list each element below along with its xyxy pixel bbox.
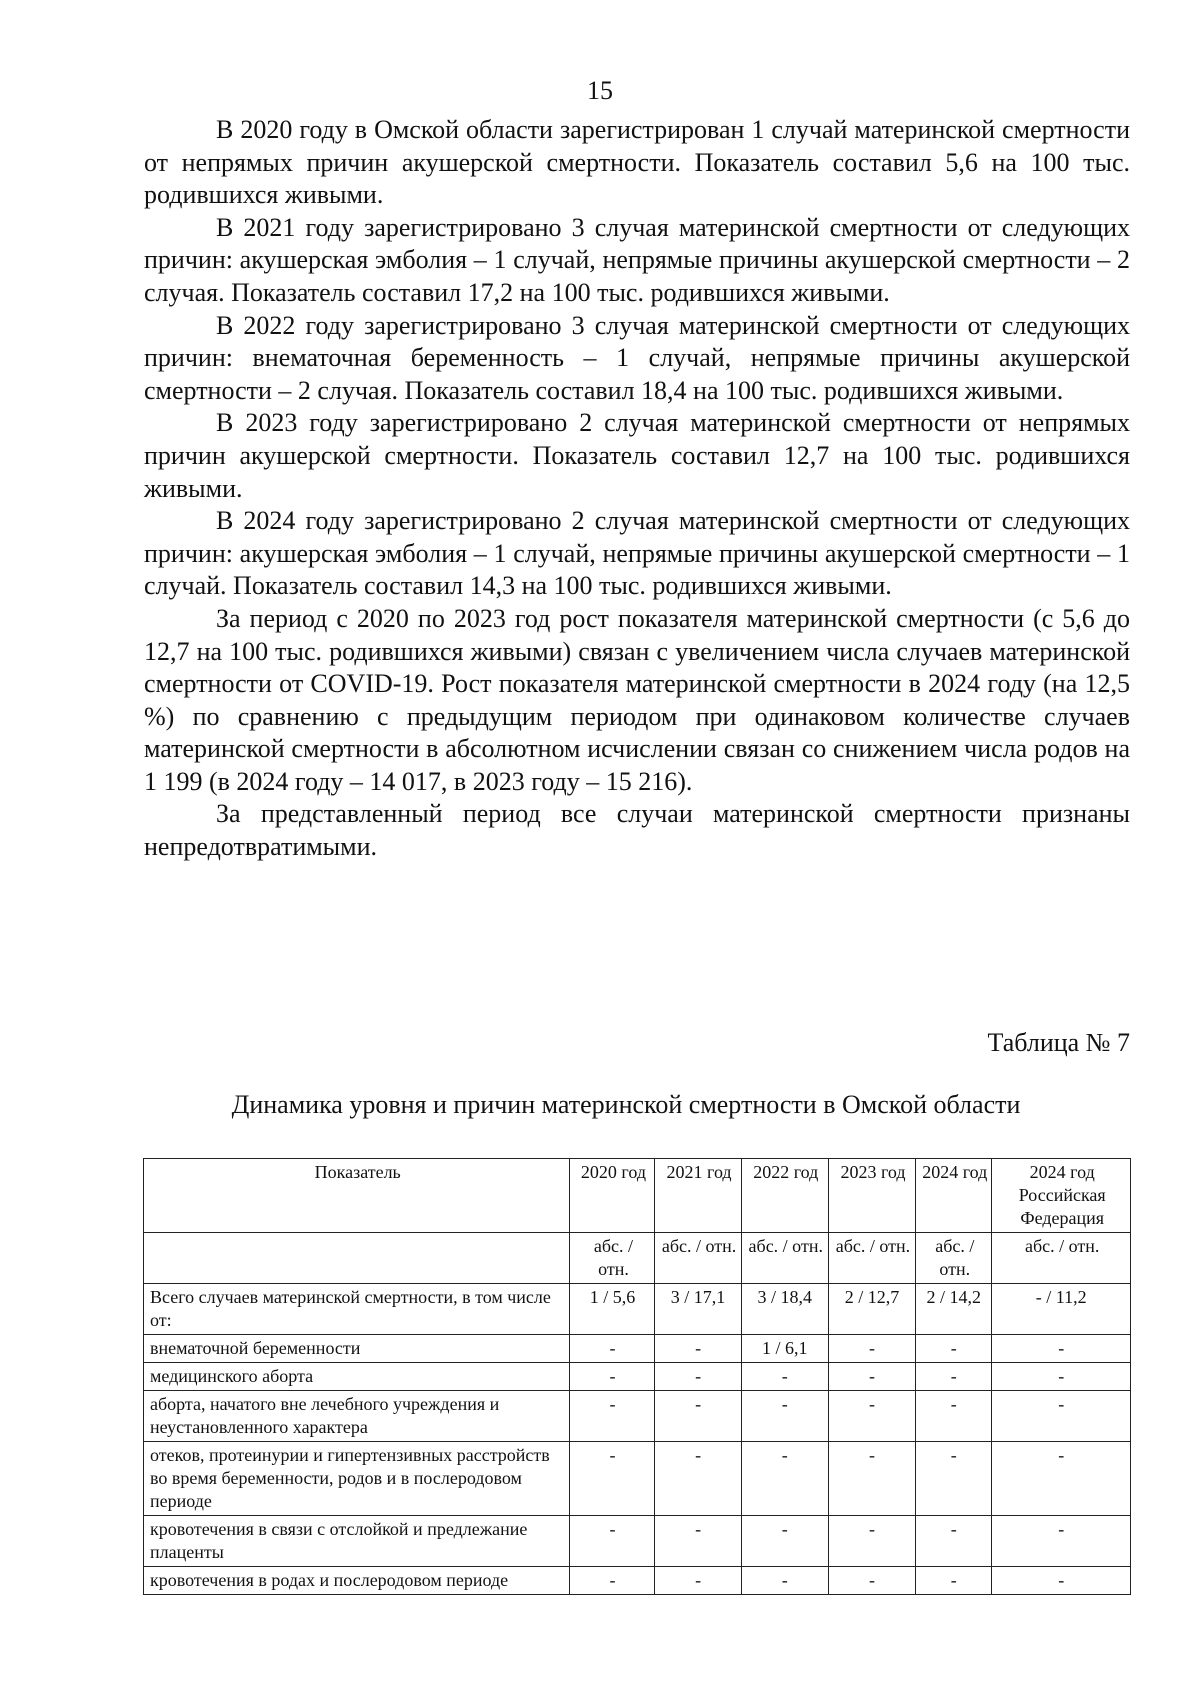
cell-value: - (828, 1516, 915, 1567)
table-row (144, 1391, 1131, 1442)
cell-value: - (828, 1363, 915, 1391)
table-row (144, 1363, 1131, 1391)
units-rf: абс. / отн. (992, 1233, 1131, 1284)
paragraph-2024: В 2024 году зарегистрировано 2 случая материнской смертности от следующих причин: акушерская эмболия – 1 случай, непрямые причины акушерской смертности – 1 случай. Показатель составил 14,3 на 100 тыс. родившихся живыми. (144, 506, 1130, 601)
table-title: Динамика уровня и причин материнской смертности в Омской области (231, 1090, 1021, 1119)
cell-value: - (828, 1442, 915, 1516)
row-label: кровотечения в родах и послеродовом периоде (144, 1567, 570, 1595)
cell-value: - (992, 1363, 1131, 1391)
cell-value: - (916, 1363, 992, 1391)
cell-value: - (570, 1442, 655, 1516)
row-label: отеков, протеинурии и гипертензивных расстройств во время беременности, родов и в послеродовом периоде (144, 1442, 570, 1516)
body-text (144, 114, 1130, 864)
cell-value: 2 / 14,2 (916, 1284, 992, 1335)
cell-value: 3 / 18,4 (741, 1284, 828, 1335)
table-row (144, 1567, 1131, 1595)
maternal-mortality-table (143, 1158, 1131, 1595)
cell-value: - (828, 1567, 915, 1595)
paragraph-trend: За период с 2020 по 2023 год рост показателя материнской смертности (с 5,6 до 12,7 на 100 тыс. родившихся живыми) связан с увеличением числа случаев материнской смертности от COVID-19. Рост показателя материнской смертности в 2024 году (на 12,5 %) по сравнению с предыдущим периодом при одинаковом количестве случаев материнской смертности в абсолютном исчислении связан со снижением числа родов на 1 199 (в 2024 году – 14 017, в 2023 году – 15 216). (144, 603, 1130, 796)
cell-value: - (655, 1516, 741, 1567)
row-label: Всего случаев материнской смертности, в том числе от: (144, 1284, 570, 1335)
cell-value: - (741, 1391, 828, 1442)
units-2022: абс. / отн. (741, 1233, 828, 1284)
paragraph-2021: В 2021 году зарегистрировано 3 случая материнской смертности от следующих причин: акушерская эмболия – 1 случай, непрямые причины акушерской смертности – 2 случая. Показатель составил 17,2 на 100 тыс. родившихся живыми. (144, 212, 1130, 307)
table-row (144, 1335, 1131, 1363)
header-year-2020: 2020 год (570, 1159, 655, 1233)
row-label: кровотечения в связи с отслойкой и предлежание плаценты (144, 1516, 570, 1567)
cell-value: - (570, 1567, 655, 1595)
paragraph-conclusion: За представленный период все случаи материнской смертности признаны непредотвратимыми. (144, 799, 1130, 862)
header-russian-federation: 2024 год Российская Федерация (992, 1159, 1131, 1233)
row-label: аборта, начатого вне лечебного учреждения и неустановленного характера (144, 1391, 570, 1442)
cell-value: - (570, 1391, 655, 1442)
cell-value: - (828, 1335, 915, 1363)
units-2021: абс. / отн. (655, 1233, 741, 1284)
units-2024: абс. / отн. (916, 1233, 992, 1284)
cell-value: 1 / 5,6 (570, 1284, 655, 1335)
cell-value: - (741, 1363, 828, 1391)
cell-value: - (992, 1442, 1131, 1516)
cell-value: 2 / 12,7 (828, 1284, 915, 1335)
cell-value: - (992, 1391, 1131, 1442)
cell-value: - (916, 1567, 992, 1595)
cell-value: - (655, 1391, 741, 1442)
table-number: Таблица № 7 (987, 1028, 1130, 1057)
header-year-2021: 2021 год (655, 1159, 741, 1233)
units-2023: абс. / отн. (828, 1233, 915, 1284)
cell-value: - (916, 1516, 992, 1567)
cell-value: - (741, 1567, 828, 1595)
cell-value: - (570, 1516, 655, 1567)
paragraph-2020: В 2020 году в Омской области зарегистрирован 1 случай материнской смертности от непрямых причин акушерской смертности. Показатель составил 5,6 на 100 тыс. родившихся живыми. (144, 115, 1130, 210)
cell-value: - (992, 1567, 1131, 1595)
cell-value: - (570, 1363, 655, 1391)
row-label: внематочной беременности (144, 1335, 570, 1363)
header-indicator: Показатель (144, 1159, 570, 1233)
header-year-2022: 2022 год (741, 1159, 828, 1233)
table-row (144, 1442, 1131, 1516)
cell-value: 3 / 17,1 (655, 1284, 741, 1335)
cell-value: - (916, 1391, 992, 1442)
cell-value: - (741, 1442, 828, 1516)
table-row (144, 1284, 1131, 1335)
cell-value: - (828, 1391, 915, 1442)
cell-value: - (741, 1516, 828, 1567)
cell-value: 1 / 6,1 (741, 1335, 828, 1363)
units-2020: абс. / отн. (570, 1233, 655, 1284)
cell-value: - (570, 1335, 655, 1363)
paragraph-2022: В 2022 году зарегистрировано 3 случая материнской смертности от следующих причин: внематочная беременность – 1 случай, непрямые причины акушерской смертности – 2 случая. Показатель составил 18,4 на 100 тыс. родившихся живыми. (144, 310, 1130, 405)
cell-value: - (916, 1335, 992, 1363)
cell-value: - (992, 1335, 1131, 1363)
table-row (144, 1516, 1131, 1567)
header-year-2023: 2023 год (828, 1159, 915, 1233)
units-indicator-blank (144, 1233, 570, 1284)
cell-value: - (916, 1442, 992, 1516)
paragraph-2023: В 2023 году зарегистрировано 2 случая материнской смертности от непрямых причин акушерской смертности. Показатель составил 12,7 на 100 тыс. родившихся живыми. (144, 408, 1130, 503)
cell-value: - (655, 1363, 741, 1391)
cell-value: - / 11,2 (992, 1284, 1131, 1335)
cell-value: - (992, 1516, 1131, 1567)
page-number: 15 (587, 76, 613, 105)
table-units-row (144, 1233, 1131, 1284)
header-year-2024: 2024 год (916, 1159, 992, 1233)
table-header-row (144, 1159, 1131, 1233)
cell-value: - (655, 1442, 741, 1516)
cell-value: - (655, 1567, 741, 1595)
row-label: медицинского аборта (144, 1363, 570, 1391)
cell-value: - (655, 1335, 741, 1363)
